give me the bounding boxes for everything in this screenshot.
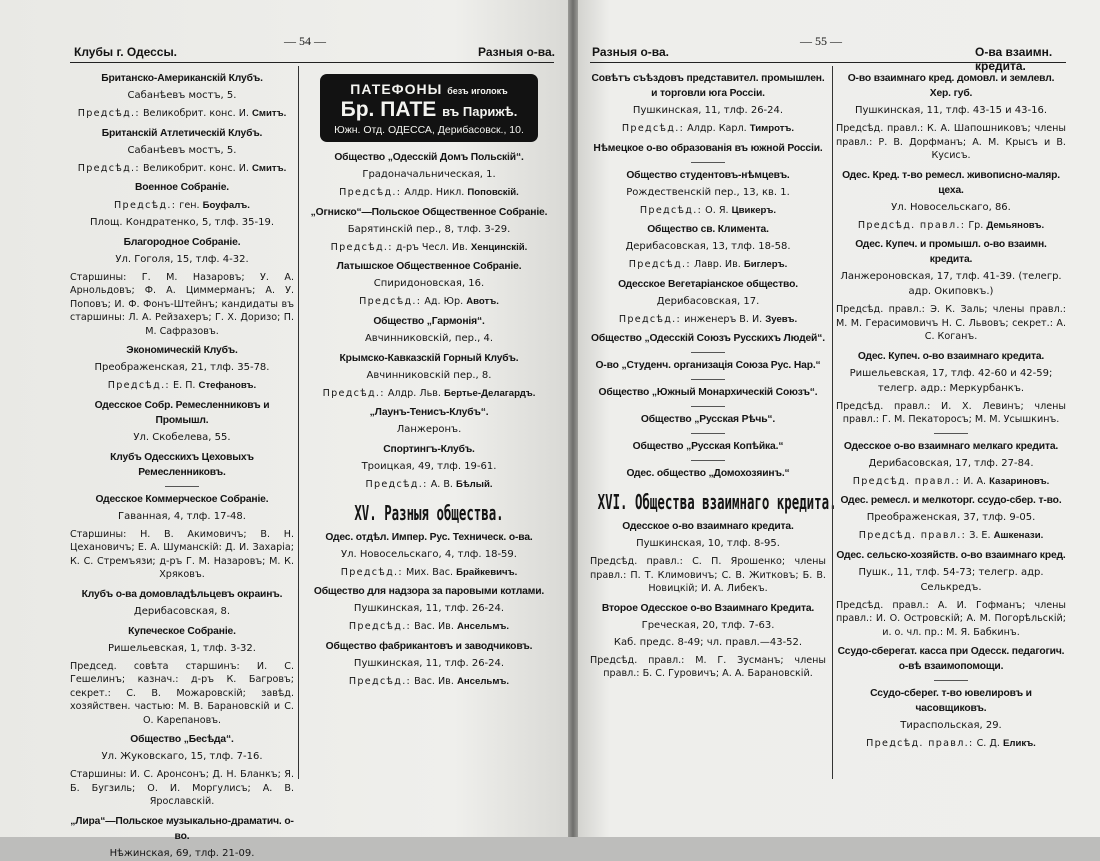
entry-president	[70, 199, 294, 213]
president-label: Предсѣд. правл.:	[857, 219, 966, 231]
entry-name: Ссудо-сберегат. касса при Одесск. педагогич. о-вѣ взаимопомощи.	[837, 646, 1065, 672]
entry-name: Общество „Русская Копѣйка.“	[632, 441, 784, 452]
entry-address: Дерибасовская, 8.	[133, 605, 231, 617]
ad-brand: ПАТЕФОНЫ	[350, 81, 443, 97]
header-rule	[590, 62, 1066, 63]
entry-address: Авчинниковскій пер., 8.	[366, 369, 492, 381]
right-page	[578, 0, 1100, 837]
entry-address: Пушкинская, 11, тлф. 43-15 и 43-16.	[854, 105, 1048, 116]
president-surname: Демьяновъ.	[986, 219, 1045, 231]
separator-line	[934, 680, 968, 681]
ad-brand-note: безъ иголокъ	[447, 86, 508, 96]
entry-name: „Лаунъ-Тенисъ-Клубъ“.	[369, 407, 489, 418]
left-page-column-1	[70, 66, 294, 859]
president-label: Предсѣд.:	[107, 380, 170, 391]
entry-address: Ланжеронъ.	[396, 424, 462, 435]
president-surname: Цвикеръ.	[731, 204, 777, 216]
president-label: Предсѣд.:	[618, 313, 682, 325]
president-initials: Гр.	[968, 219, 984, 231]
entry-president	[306, 241, 552, 255]
president-initials: Ад. Юр.	[424, 296, 464, 307]
entry-address: Дерибасовская, 17.	[656, 295, 760, 307]
page-number: — 54 —	[284, 34, 326, 48]
entry-address: Сабанѣевъ мостъ, 5.	[127, 144, 237, 156]
separator-line	[934, 433, 968, 434]
entry-president	[836, 219, 1066, 233]
entry-name: Совѣтъ съѣздовъ представител. промышлен. и торговли юга Россіи.	[591, 73, 825, 99]
entry-president	[836, 529, 1066, 543]
entry-name: Общество „Русская Рѣчь“.	[640, 414, 776, 425]
president-surname: Хенцинскій.	[470, 241, 528, 253]
entry-officers: Предсѣд. правл.: М. Г. Зусманъ; члены правл.: Б. С. Гуровичъ; А. А. Барановскій.	[590, 654, 826, 679]
president-initials: Вас. Ив.	[414, 621, 454, 632]
entry-officers: Старшины: И. С. Аронсонъ; Д. Н. Бланкъ; Я. Б. Бугзиль; О. И. Моргулисъ; А. В. Ярославскій.	[70, 769, 294, 807]
president-surname: Тимротъ.	[749, 123, 795, 134]
entry-name: Одес. сельско-хозяйств. о-во взаимнаго кред.	[836, 549, 1066, 561]
entry-name: Одес. Кред. т-во ремесл. живописно-маляр. цеха.	[842, 169, 1060, 196]
entry-president	[70, 379, 294, 393]
president-label: Предсѣд. правл.:	[858, 530, 967, 541]
president-surname: Авотъ.	[466, 296, 499, 307]
ad-city: въ Парижѣ.	[442, 104, 518, 119]
president-initials: И. А.	[963, 475, 987, 487]
president-initials: С. Д.	[976, 738, 1000, 749]
entry-president	[590, 258, 826, 272]
left-page-column-2	[306, 66, 552, 797]
entry-name: Военное Собраніе.	[135, 182, 229, 193]
president-label: Предсѣд.:	[77, 108, 140, 119]
entry-name: Общество св. Климента.	[647, 224, 769, 235]
president-initials: Вас. Ив.	[414, 675, 454, 687]
president-surname: Поповскій.	[467, 187, 519, 198]
entry-name: Общество „Бесѣда“.	[130, 734, 234, 745]
entry-president	[70, 107, 294, 121]
separator-line	[691, 406, 725, 407]
president-label: Предсѣд.:	[348, 621, 412, 632]
president-initials: Алдр. Льв.	[387, 387, 441, 399]
section-heading: XV. Разныя общества.	[354, 500, 504, 525]
column-divider	[832, 66, 833, 779]
entry-address: Сабанѣевъ мостъ, 5.	[127, 90, 237, 101]
entry-name: Экономическій Клубъ.	[126, 345, 238, 356]
entry-name: Клубъ о-ва домовладѣльцевъ окраинъ.	[81, 588, 283, 600]
president-initials: д-ръ Чесл. Ив.	[395, 241, 468, 253]
entry-address: Ул. Новосельскаго, 4, тлф. 18-59.	[341, 548, 517, 560]
president-initials: Алдр. Никл.	[404, 187, 465, 198]
president-initials: Мих. Вас.	[405, 566, 454, 578]
president-surname: Ансельмъ.	[456, 675, 510, 687]
entry-address: Преображенская, 37, тлф. 9-05.	[866, 512, 1036, 523]
entry-name: Одес. общество „Домохозяинъ.“	[626, 468, 790, 479]
president-label: Предсѣд. правл.:	[866, 738, 974, 749]
president-label: Предсѣд.:	[77, 162, 140, 174]
president-label: Предсѣд.:	[339, 187, 402, 198]
right-page-column-1	[590, 66, 837, 797]
entry-address: Греческая, 20, тлф. 7-63.	[641, 619, 775, 631]
president-surname: Смитъ.	[252, 162, 287, 174]
entry-name: Общество фабрикантовъ и заводчиковъ.	[325, 640, 533, 652]
entry-name: „Лира“—Польское музыкально-драматич. о-во.	[70, 815, 294, 842]
entry-name: Латышское Общественное Собраніе.	[336, 261, 522, 272]
president-label: Предсѣд.:	[348, 675, 412, 687]
entry-president	[836, 737, 1066, 751]
entry-name: Общество „Одесскій Союзъ Русскихъ Людей“.	[591, 333, 825, 344]
president-initials: З. Е.	[969, 530, 991, 541]
president-surname: Зуевъ.	[765, 313, 798, 325]
entry-address: Ул. Гоголя, 15, тлф. 4-32.	[115, 253, 249, 265]
entry-address: Авчинниковскій, пер., 4.	[364, 332, 494, 344]
entry-president	[306, 620, 552, 634]
entry-name: Одесское о-во взаимнаго мелкаго кредита.	[843, 440, 1059, 452]
president-initials: ген.	[179, 200, 200, 211]
book-gutter	[568, 0, 578, 837]
entry-officers: Предсѣд. правл.: И. Х. Левинъ; члены правл.: Г. М. Пекаторосъ; М. М. Усышкинъ.	[836, 400, 1066, 425]
entry-address: Ул. Новосельскаго, 86.	[891, 201, 1011, 213]
president-surname: Ашкенази.	[993, 530, 1044, 541]
entry-name: Общество студентовъ-нѣмцевъ.	[626, 169, 790, 181]
entry-address: Пушкинская, 11, тлф. 26-24.	[353, 657, 505, 669]
entry-name: „Огниско“—Польское Общественное Собраніе.	[310, 206, 548, 218]
entry-name: О-во „Студенч. организація Союза Рус. Нар.“	[595, 360, 821, 371]
right-page-header	[578, 34, 1100, 73]
president-label: Предсѣд.:	[330, 241, 393, 253]
ad-branch-address: Южн. Отд. ОДЕССА, Дерибасовск., 10.	[334, 124, 524, 136]
president-label: Предсѣд.:	[322, 387, 385, 399]
president-initials: Лавр. Ив.	[693, 259, 741, 270]
entry-president	[306, 675, 552, 689]
entry-address: Ул. Скобелева, 55.	[133, 431, 231, 443]
separator-line	[165, 486, 199, 487]
entry-address: Пушкинская, 11, тлф. 26-24.	[353, 603, 505, 614]
entry-president	[590, 122, 826, 136]
entry-name: Клубъ Одесскихъ Цеховыхъ Ремесленниковъ.	[110, 451, 254, 478]
section-heading: XVI. Общества взаимнаго кредита.	[597, 490, 837, 514]
ad-line-2	[326, 98, 532, 122]
entry-address: Пушкинская, 10, тлф. 8-95.	[636, 538, 780, 549]
president-surname: Ансельмъ.	[456, 621, 510, 632]
separator-line	[691, 352, 725, 353]
separator-line	[691, 460, 725, 461]
entry-name: Одес. Купеч. о-во взаимнаго кредита.	[857, 350, 1045, 362]
entry-address: Барятинскій пер., 8, тлф. 3-29.	[347, 223, 511, 235]
entry-president	[306, 387, 552, 401]
entry-address: Ришельевская, 17, тлф. 42-60 и 42-59; телегр. адр.: Меркурбанкъ.	[849, 367, 1053, 394]
president-initials: Великобрит. конс. И.	[142, 108, 249, 119]
entry-address: Ланжероновская, 17, тлф. 41-39. (телегр. адр. Окиповкъ.)	[840, 271, 1062, 297]
running-head-right: Разныя о-ва.	[478, 45, 556, 59]
entry-name: Нѣмецкое о-во образованія въ южной Россіи.	[593, 142, 823, 154]
entry-president	[590, 313, 826, 327]
entry-address: Рождественскій пер., 13, кв. 1.	[626, 186, 790, 198]
column-divider	[298, 66, 299, 779]
page-number: — 55 —	[800, 34, 842, 48]
entry-officers: Предсѣд. правл.: К. А. Шапошниковъ; члены правл.: Р. В. Дорфманъ; А. М. Крысъ и В. Кусисъ.	[836, 123, 1066, 161]
entry-address: Троицкая, 49, тлф. 19-61.	[361, 461, 497, 472]
entry-name: Благородное Собраніе.	[123, 236, 241, 248]
entry-name: Одес. отдѣл. Импер. Рус. Техническ. о-ва.	[325, 531, 533, 543]
entry-officers: Предсѣд. правл.: С. П. Ярошенко; члены правл.: П. Т. Климовичъ; С. В. Житковъ; Б. В. Новицкій; И. А. Либекъ.	[590, 556, 826, 594]
entry-name: Общество „Гармонія“.	[373, 315, 485, 327]
president-surname: Брайкевичъ.	[456, 566, 518, 578]
entry-address: Преображенская, 21, тлф. 35-78.	[94, 362, 270, 373]
entry-address: Градоначальническая, 1.	[362, 169, 496, 180]
right-page-column-2	[836, 66, 1066, 797]
separator-line	[691, 162, 725, 163]
president-label: Предсѣд.:	[365, 479, 428, 490]
president-initials: О. Я.	[705, 204, 729, 216]
president-initials: Е. П.	[173, 380, 196, 391]
entry-address: Ул. Жуковскаго, 15, тлф. 7-16.	[101, 751, 263, 762]
president-surname: Смитъ.	[252, 108, 287, 119]
entry-name: Спортингъ-Клубъ.	[383, 444, 475, 455]
entry-address: Пушк., 11, тлф. 54-73; телегр. адр. Селькредъ.	[858, 566, 1044, 593]
entry-address: Площ. Кондратенко, 5, тлф. 35-19.	[89, 216, 275, 228]
entry-name: Общество „Южный Монархическій Союзъ“.	[598, 387, 818, 398]
president-initials: Великобрит. конс. И.	[142, 162, 249, 174]
entry-name: Купеческое Собраніе.	[128, 625, 236, 637]
entry-name: Одес. ремесл. и мелкоторг. ссудо-сбер. т-во.	[840, 495, 1062, 506]
entry-president	[306, 478, 552, 492]
entry-officers: Председ. совѣта старшинъ: И. С. Гешелинъ; казнач.: д-ръ К. Багровъ; секрет.: С. В. Можаровскій; завѣд. хозяйствен. частью: М. В. Барановскій и С. О. Карепановъ.	[70, 660, 294, 726]
president-initials: Алдр. Карл.	[687, 123, 747, 134]
entry-name: Британско-Американскій Клубъ.	[101, 73, 263, 84]
entry-officers: Предсѣд. правл.: Э. К. Заль; члены правл.: М. М. Герасимовичъ Н. С. Львовъ; секрет.: А. С. Коганъ.	[836, 304, 1066, 342]
separator-line	[691, 433, 725, 434]
header-rule	[70, 62, 554, 63]
entry-address: Каб. предс. 8-49; чл. правл.—43-52.	[613, 636, 803, 648]
entry-name: Британскій Атлетическій Клубъ.	[101, 127, 263, 139]
running-head-left: Клубы г. Одессы.	[74, 45, 178, 59]
entry-officers: Старшины: Г. М. Назаровъ; У. А. Арнольдовъ; Ф. А. Циммерманъ; А. У. Поповъ; И. Ф. Фонъ-Штейнъ; кандидаты въ старшины: Л. А. Рейзахеръ; Г. Х. Доризо; П. М. Сафразовъ.	[70, 271, 294, 337]
entry-address: Спиридоновская, 16.	[373, 278, 485, 289]
entry-address: Ришельевская, 1, тлф. 3-32.	[108, 642, 256, 654]
running-head-right: О-ва взаимн. кредита.	[975, 45, 1053, 73]
advertisement-box	[320, 74, 538, 142]
entry-address: Нѣжинская, 69, тлф. 21-09.	[109, 847, 255, 859]
president-initials: А. В.	[430, 479, 453, 490]
president-surname: Бѣлый.	[456, 479, 493, 490]
president-surname: Биглеръ.	[743, 259, 788, 270]
president-surname: Казариновъ.	[989, 475, 1050, 487]
entry-address: Дерибасовская, 17, тлф. 27-84.	[868, 457, 1034, 469]
president-surname: Стефановъ.	[198, 380, 257, 391]
left-page-header	[0, 34, 568, 64]
president-label: Предсѣд.:	[340, 566, 403, 578]
entry-name: Общество „Одесскій Домъ Польскій“.	[334, 152, 524, 163]
president-label: Предсѣд.:	[114, 200, 177, 211]
separator-line	[691, 379, 725, 380]
entry-address: Пушкинская, 11, тлф. 26-24.	[632, 105, 784, 116]
entry-name: Одесское о-во взаимнаго кредита.	[622, 521, 794, 532]
entry-address: Тираспольская, 29.	[900, 720, 1002, 731]
ad-line-1	[326, 81, 532, 97]
president-label: Предсѣд.:	[621, 123, 685, 134]
entry-address: Гаванная, 4, тлф. 17-48.	[118, 510, 246, 522]
president-surname: Боуфалъ.	[202, 200, 250, 211]
president-initials: инженеръ В. И.	[684, 313, 763, 325]
entry-president	[306, 186, 552, 200]
entry-president	[590, 204, 826, 218]
entry-officers: Предсѣд. правл.: А. И. Гофманъ; члены правл.: И. О. Островскій; А. М. Погорѣльскій; и. о. чл. пр.: М. Я. Бабкинъ.	[836, 599, 1066, 638]
entry-name: Одесское Коммерческое Собраніе.	[95, 493, 269, 505]
entry-name: Общество для надзора за паровыми котлами.	[313, 586, 545, 597]
ad-company: Бр. ПАТЕ	[340, 98, 437, 121]
entry-name: Крымско-Кавказскій Горный Клубъ.	[339, 352, 519, 364]
entry-name: О-во взаимнаго кред. домовл. и землевл. Хер. губ.	[847, 73, 1055, 99]
president-label: Предсѣд. правл.:	[852, 475, 961, 487]
president-surname: Еликъ.	[1003, 738, 1036, 749]
president-label: Предсѣд.:	[639, 204, 703, 216]
entry-officers: Старшины: Н. В. Акимовичъ; В. Н. Цехановичъ; Е. А. Шуманскій: Д. И. Захаріа; К. С. Стремъязи; д-ръ Г. М. Назаровъ; М. К. Хряковъ.	[70, 528, 294, 580]
entry-president	[836, 475, 1066, 489]
entry-address: Дерибасовская, 13, тлф. 18-58.	[625, 241, 791, 252]
entry-president	[306, 295, 552, 309]
entry-president	[306, 566, 552, 580]
president-surname: Бертье-Делагардъ.	[444, 387, 536, 399]
entry-name: Одес. Купеч. и промышл. о-во взаимн. кредита.	[855, 239, 1047, 265]
entry-name: Ссудо-сберег. т-во ювелировъ и часовщиковъ.	[870, 688, 1032, 714]
president-label: Предсѣд.:	[359, 296, 422, 307]
entry-name: Одесское Вегетаріанское общество.	[618, 278, 798, 290]
entry-name: Второе Одесское о-во Взаимнаго Кредита.	[601, 602, 815, 614]
entry-president	[70, 162, 294, 176]
president-label: Предсѣд.:	[628, 259, 691, 270]
running-head-left: Разныя о-ва.	[592, 45, 670, 59]
entry-name: Одесское Собр. Ремесленниковъ и Промышл.	[94, 399, 270, 426]
